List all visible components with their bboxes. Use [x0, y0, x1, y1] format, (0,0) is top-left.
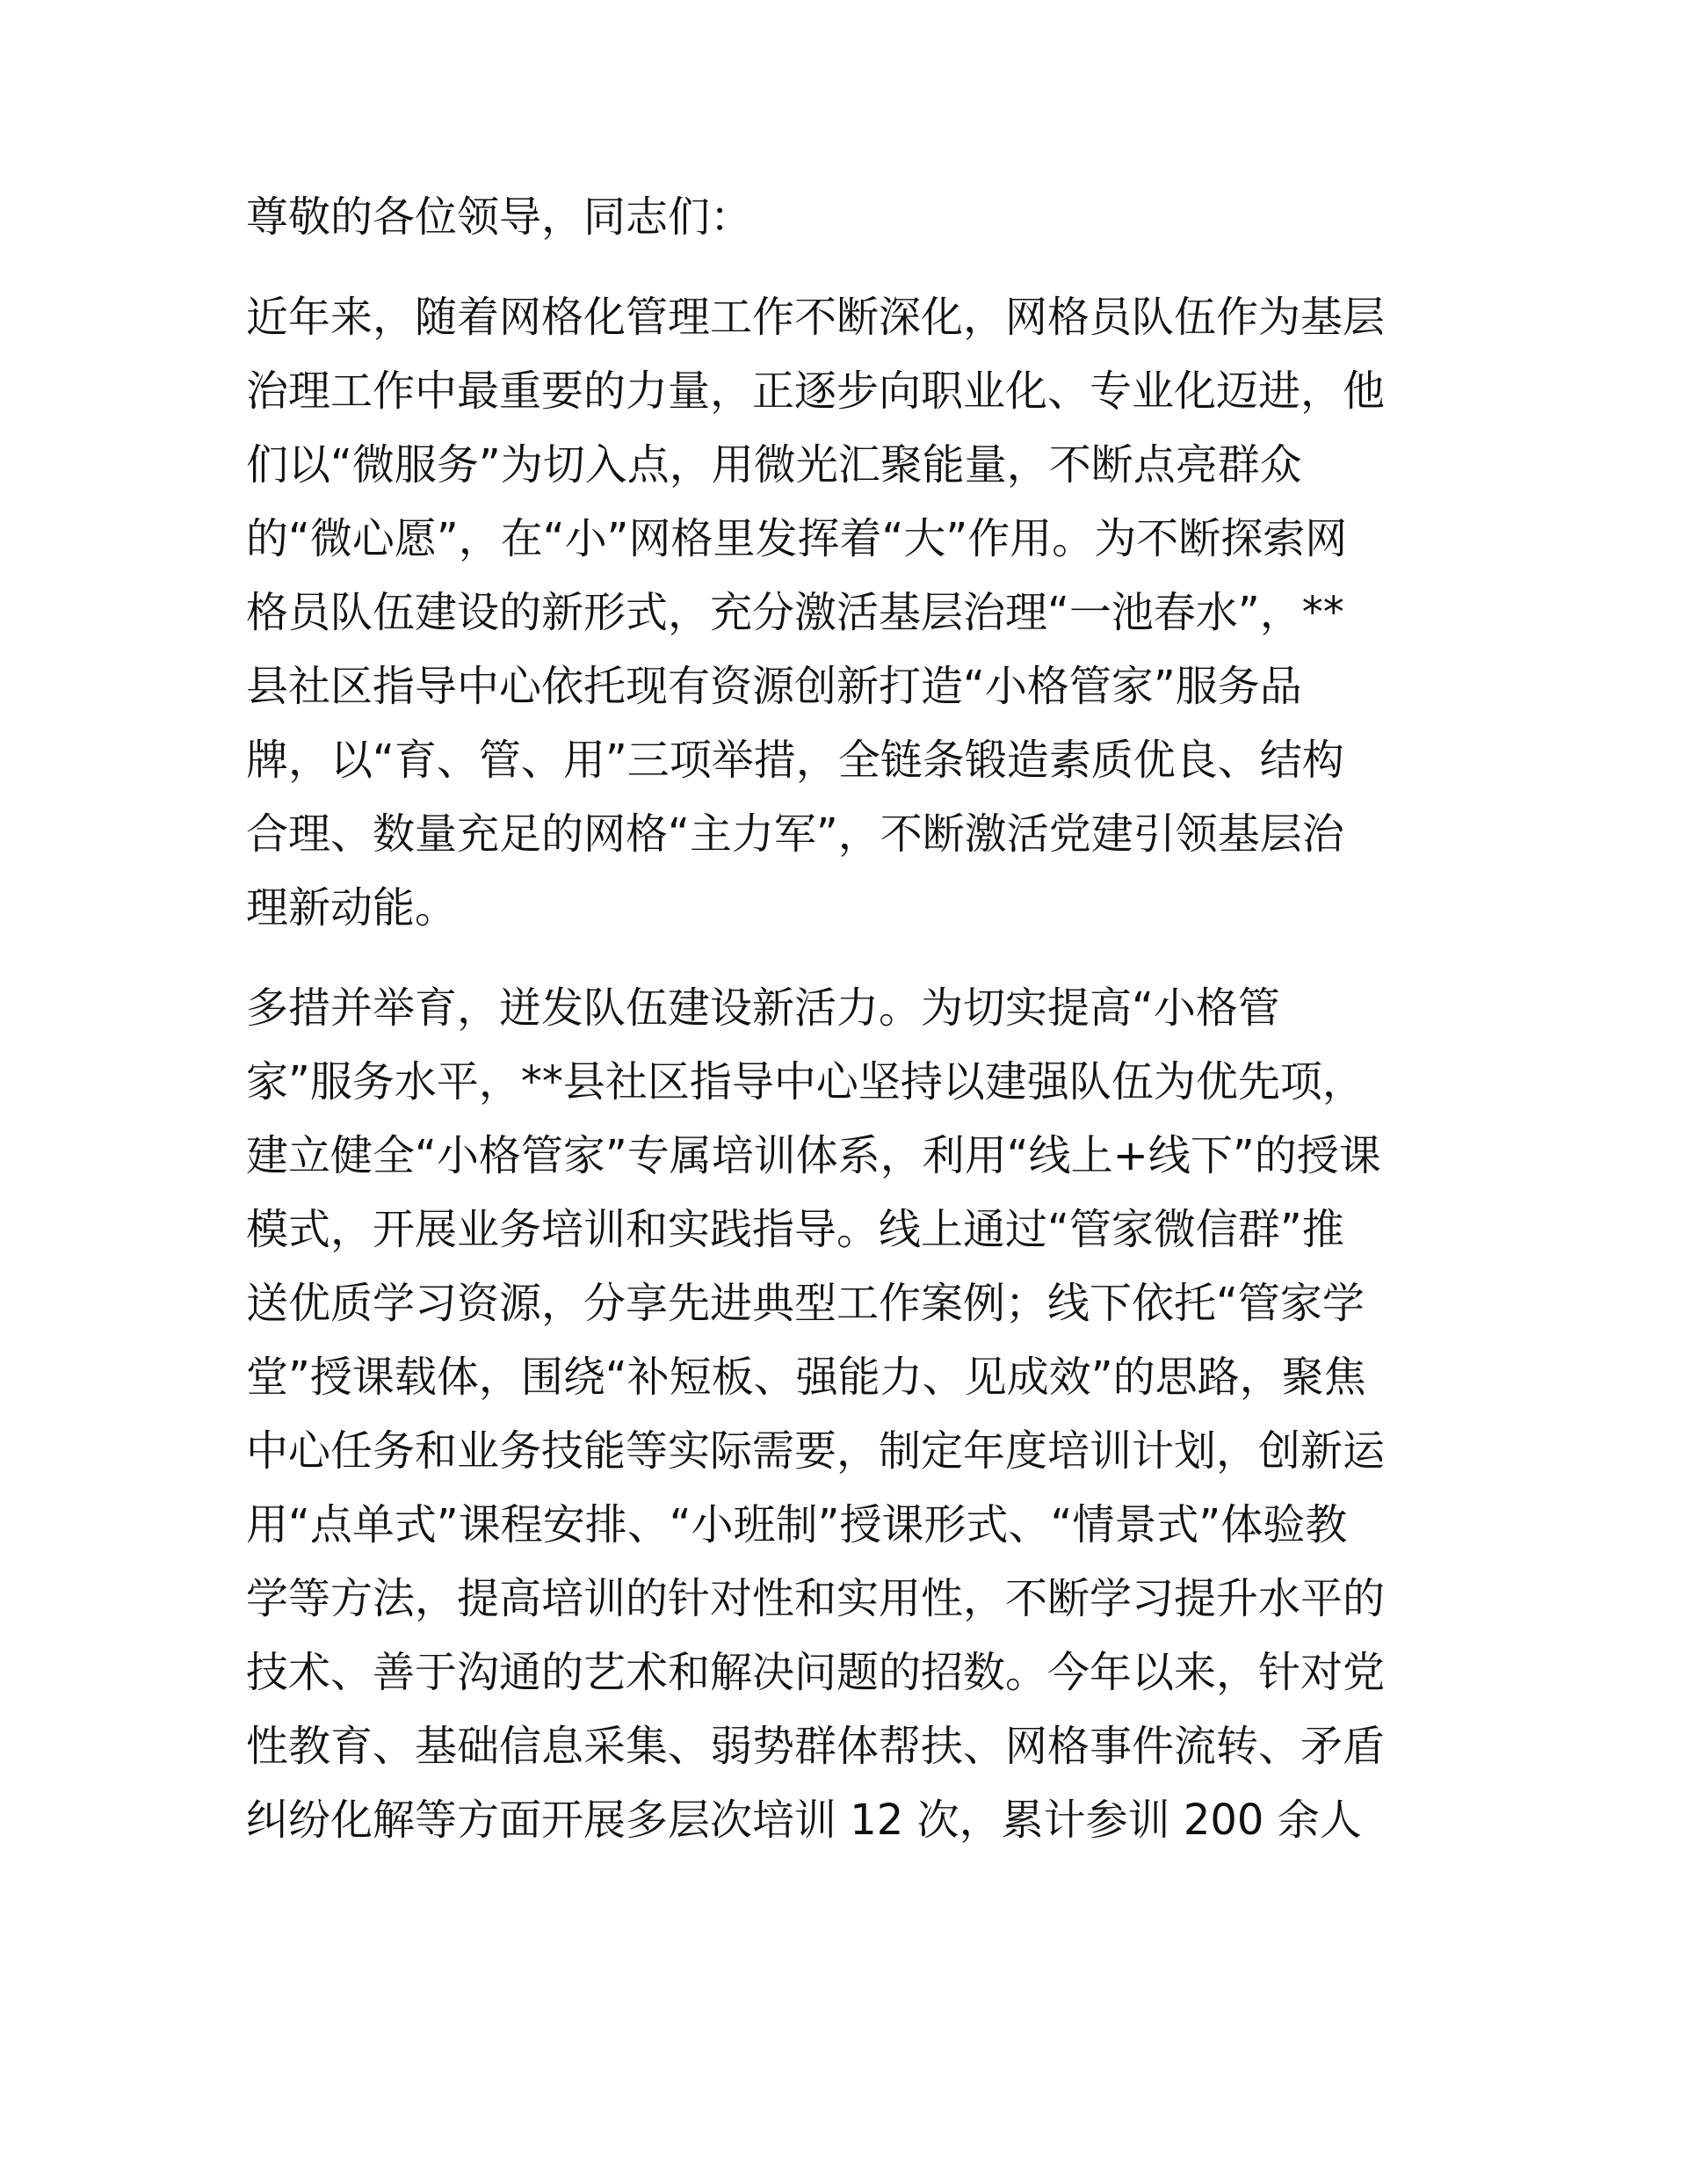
text-line: 多措并举育，迸发队伍建设新活力。为切实提高“小格管	[246, 983, 1280, 1033]
text-line: 牌，以“育、管、用”三项举措，全链条锻造素质优良、结构	[246, 736, 1344, 785]
text-line: 技术、善于沟通的艺术和解决问题的招数。今年以来，针对党	[246, 1648, 1386, 1697]
text-line: 模式，开展业务培训和实践指导。线上通过“管家微信群”推	[246, 1205, 1344, 1254]
text-line: 性教育、基础信息采集、弱势群体帮扶、网格事件流转、矛盾	[246, 1722, 1386, 1771]
salutation-line: 尊敬的各位领导，同志们：	[246, 192, 753, 242]
text-line: 送优质学习资源，分享先进典型工作案例；线下依托“管家学	[246, 1279, 1365, 1328]
salutation	[246, 180, 1445, 254]
paragraph-training	[246, 971, 1445, 1857]
text-line: 格员队伍建设的新形式，充分激活基层治理“一池春水”，**	[246, 588, 1344, 637]
text-line: 建立健全“小格管家”专属培训体系，利用“线上+线下”的授课	[246, 1131, 1381, 1180]
text-line: 理新动能。	[246, 883, 458, 932]
text-line: 县社区指导中心依托现有资源创新打造“小格管家”服务品	[246, 662, 1302, 711]
text-line: 治理工作中最重要的力量，正逐步向职业化、专业化迈进，他	[246, 366, 1386, 416]
text-line: 合理、数量充足的网格“主力军”，不断激活党建引领基层治	[246, 809, 1344, 859]
text-line: 近年来，随着网格化管理工作不断深化，网格员队伍作为基层	[246, 293, 1386, 342]
text-line: 的“微心愿”，在“小”网格里发挥着“大”作用。为不断探索网	[246, 514, 1348, 563]
text-line: 学等方法，提高培训的针对性和实用性，不断学习提升水平的	[246, 1574, 1386, 1623]
text-line: 中心任务和业务技能等实际需要，制定年度培训计划，创新运	[246, 1426, 1386, 1476]
text-line: 家”服务水平，**县社区指导中心坚持以建强队伍为优先项，	[246, 1057, 1365, 1107]
text-line: 用“点单式”课程安排、“小班制”授课形式、“情景式”体验教	[246, 1500, 1348, 1549]
paragraph-intro	[246, 280, 1445, 945]
text-line: 纠纷化解等方面开展多层次培训 12 次，累计参训 200 余人	[246, 1796, 1362, 1845]
text-line: 们以“微服务”为切入点，用微光汇聚能量，不断点亮群众	[246, 440, 1302, 490]
document-body	[246, 180, 1445, 1883]
text-line: 堂”授课载体，围绕“补短板、强能力、见成效”的思路，聚焦	[246, 1353, 1366, 1402]
